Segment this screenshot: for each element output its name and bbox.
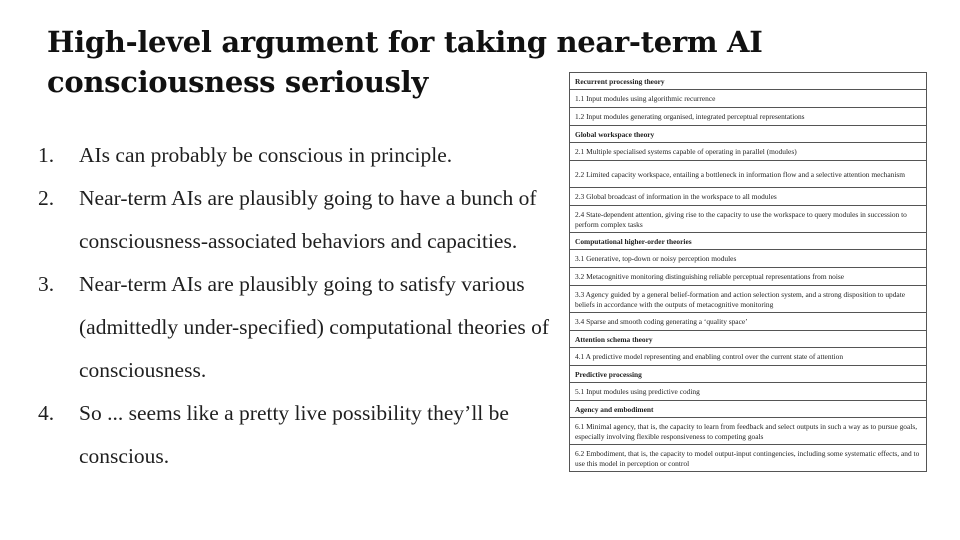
indicator-row: [570, 90, 927, 108]
indicator-text: 6.2 Embodiment, that is, the capacity to model output-input contingencies, including some systematic effects, and to use this model in perception or control: [570, 445, 927, 472]
indicator-text: 3.4 Sparse and smooth coding generating a ‘quality space’: [570, 313, 927, 331]
theory-header-row: [570, 126, 927, 143]
item-number: 4.: [38, 401, 55, 425]
indicator-row: [570, 143, 927, 161]
indicator-text: 3.1 Generative, top-down or noisy perception modules: [570, 250, 927, 268]
theory-name: Attention schema theory: [570, 331, 927, 348]
theory-header-row: [570, 331, 927, 348]
indicator-text: 3.3 Agency guided by a general belief-formation and action selection system, and a strong disposition to update beliefs in accordance with the outputs of metacognitive monitoring: [570, 286, 927, 313]
indicator-row: [570, 418, 927, 445]
indicator-row: [570, 383, 927, 401]
theory-header-row: [570, 233, 927, 250]
indicator-row: [570, 348, 927, 366]
indicator-text: 2.4 State-dependent attention, giving rise to the capacity to use the workspace to query modules in succession to perform complex tasks: [570, 206, 927, 233]
indicator-row: [570, 206, 927, 233]
indicator-row: [570, 188, 927, 206]
theory-header-row: [570, 73, 927, 90]
indicator-text: 6.1 Minimal agency, that is, the capacity to learn from feedback and select outputs in such a way as to pursue goals, especially involving flexible responsiveness to competing goals: [570, 418, 927, 445]
table-body: [570, 73, 927, 472]
theory-name: Agency and embodiment: [570, 401, 927, 418]
item-number: 1.: [38, 143, 55, 167]
indicator-text: 4.1 A predictive model representing and enabling control over the current state of attention: [570, 348, 927, 366]
indicator-row: [570, 313, 927, 331]
item-text: Near-term AIs are plausibly going to satisfy various (admittedly under-specified) computational theories of consciousness.: [79, 272, 550, 382]
argument-list: [38, 134, 563, 478]
indicator-row: [570, 161, 927, 188]
item-text: AIs can probably be conscious in principle.: [79, 143, 453, 167]
indicator-properties-table: [569, 72, 927, 472]
indicator-row: [570, 268, 927, 286]
indicator-text: 5.1 Input modules using predictive coding: [570, 383, 927, 401]
indicator-row: [570, 250, 927, 268]
argument-item: [38, 392, 563, 478]
item-number: 3.: [38, 272, 55, 296]
indicator-row: [570, 445, 927, 472]
indicator-text: 2.1 Multiple specialised systems capable of operating in parallel (modules): [570, 143, 927, 161]
indicator-text: 2.3 Global broadcast of information in the workspace to all modules: [570, 188, 927, 206]
item-text: So ... seems like a pretty live possibility they’ll be conscious.: [79, 401, 509, 468]
theory-name: Predictive processing: [570, 366, 927, 383]
indicator-text: 3.2 Metacognitive monitoring distinguishing reliable perceptual representations from noise: [570, 268, 927, 286]
item-text: Near-term AIs are plausibly going to have a bunch of consciousness-associated behaviors and capacities.: [79, 186, 537, 253]
theory-header-row: [570, 401, 927, 418]
slide-title: High-level argument for taking near-term AI consciousness seriously: [47, 25, 763, 99]
theory-name: Global workspace theory: [570, 126, 927, 143]
indicator-text: 1.1 Input modules using algorithmic recurrence: [570, 90, 927, 108]
theory-header-row: [570, 366, 927, 383]
argument-item: [38, 263, 563, 392]
argument-item: [38, 134, 563, 177]
indicator-text: 1.2 Input modules generating organised, integrated perceptual representations: [570, 108, 927, 126]
theory-name: Recurrent processing theory: [570, 73, 927, 90]
indicator-row: [570, 108, 927, 126]
indicator-text: 2.2 Limited capacity workspace, entailing a bottleneck in information flow and a selective attention mechanism: [570, 161, 927, 188]
theory-name: Computational higher-order theories: [570, 233, 927, 250]
item-number: 2.: [38, 186, 55, 210]
indicator-row: [570, 286, 927, 313]
argument-item: [38, 177, 563, 263]
